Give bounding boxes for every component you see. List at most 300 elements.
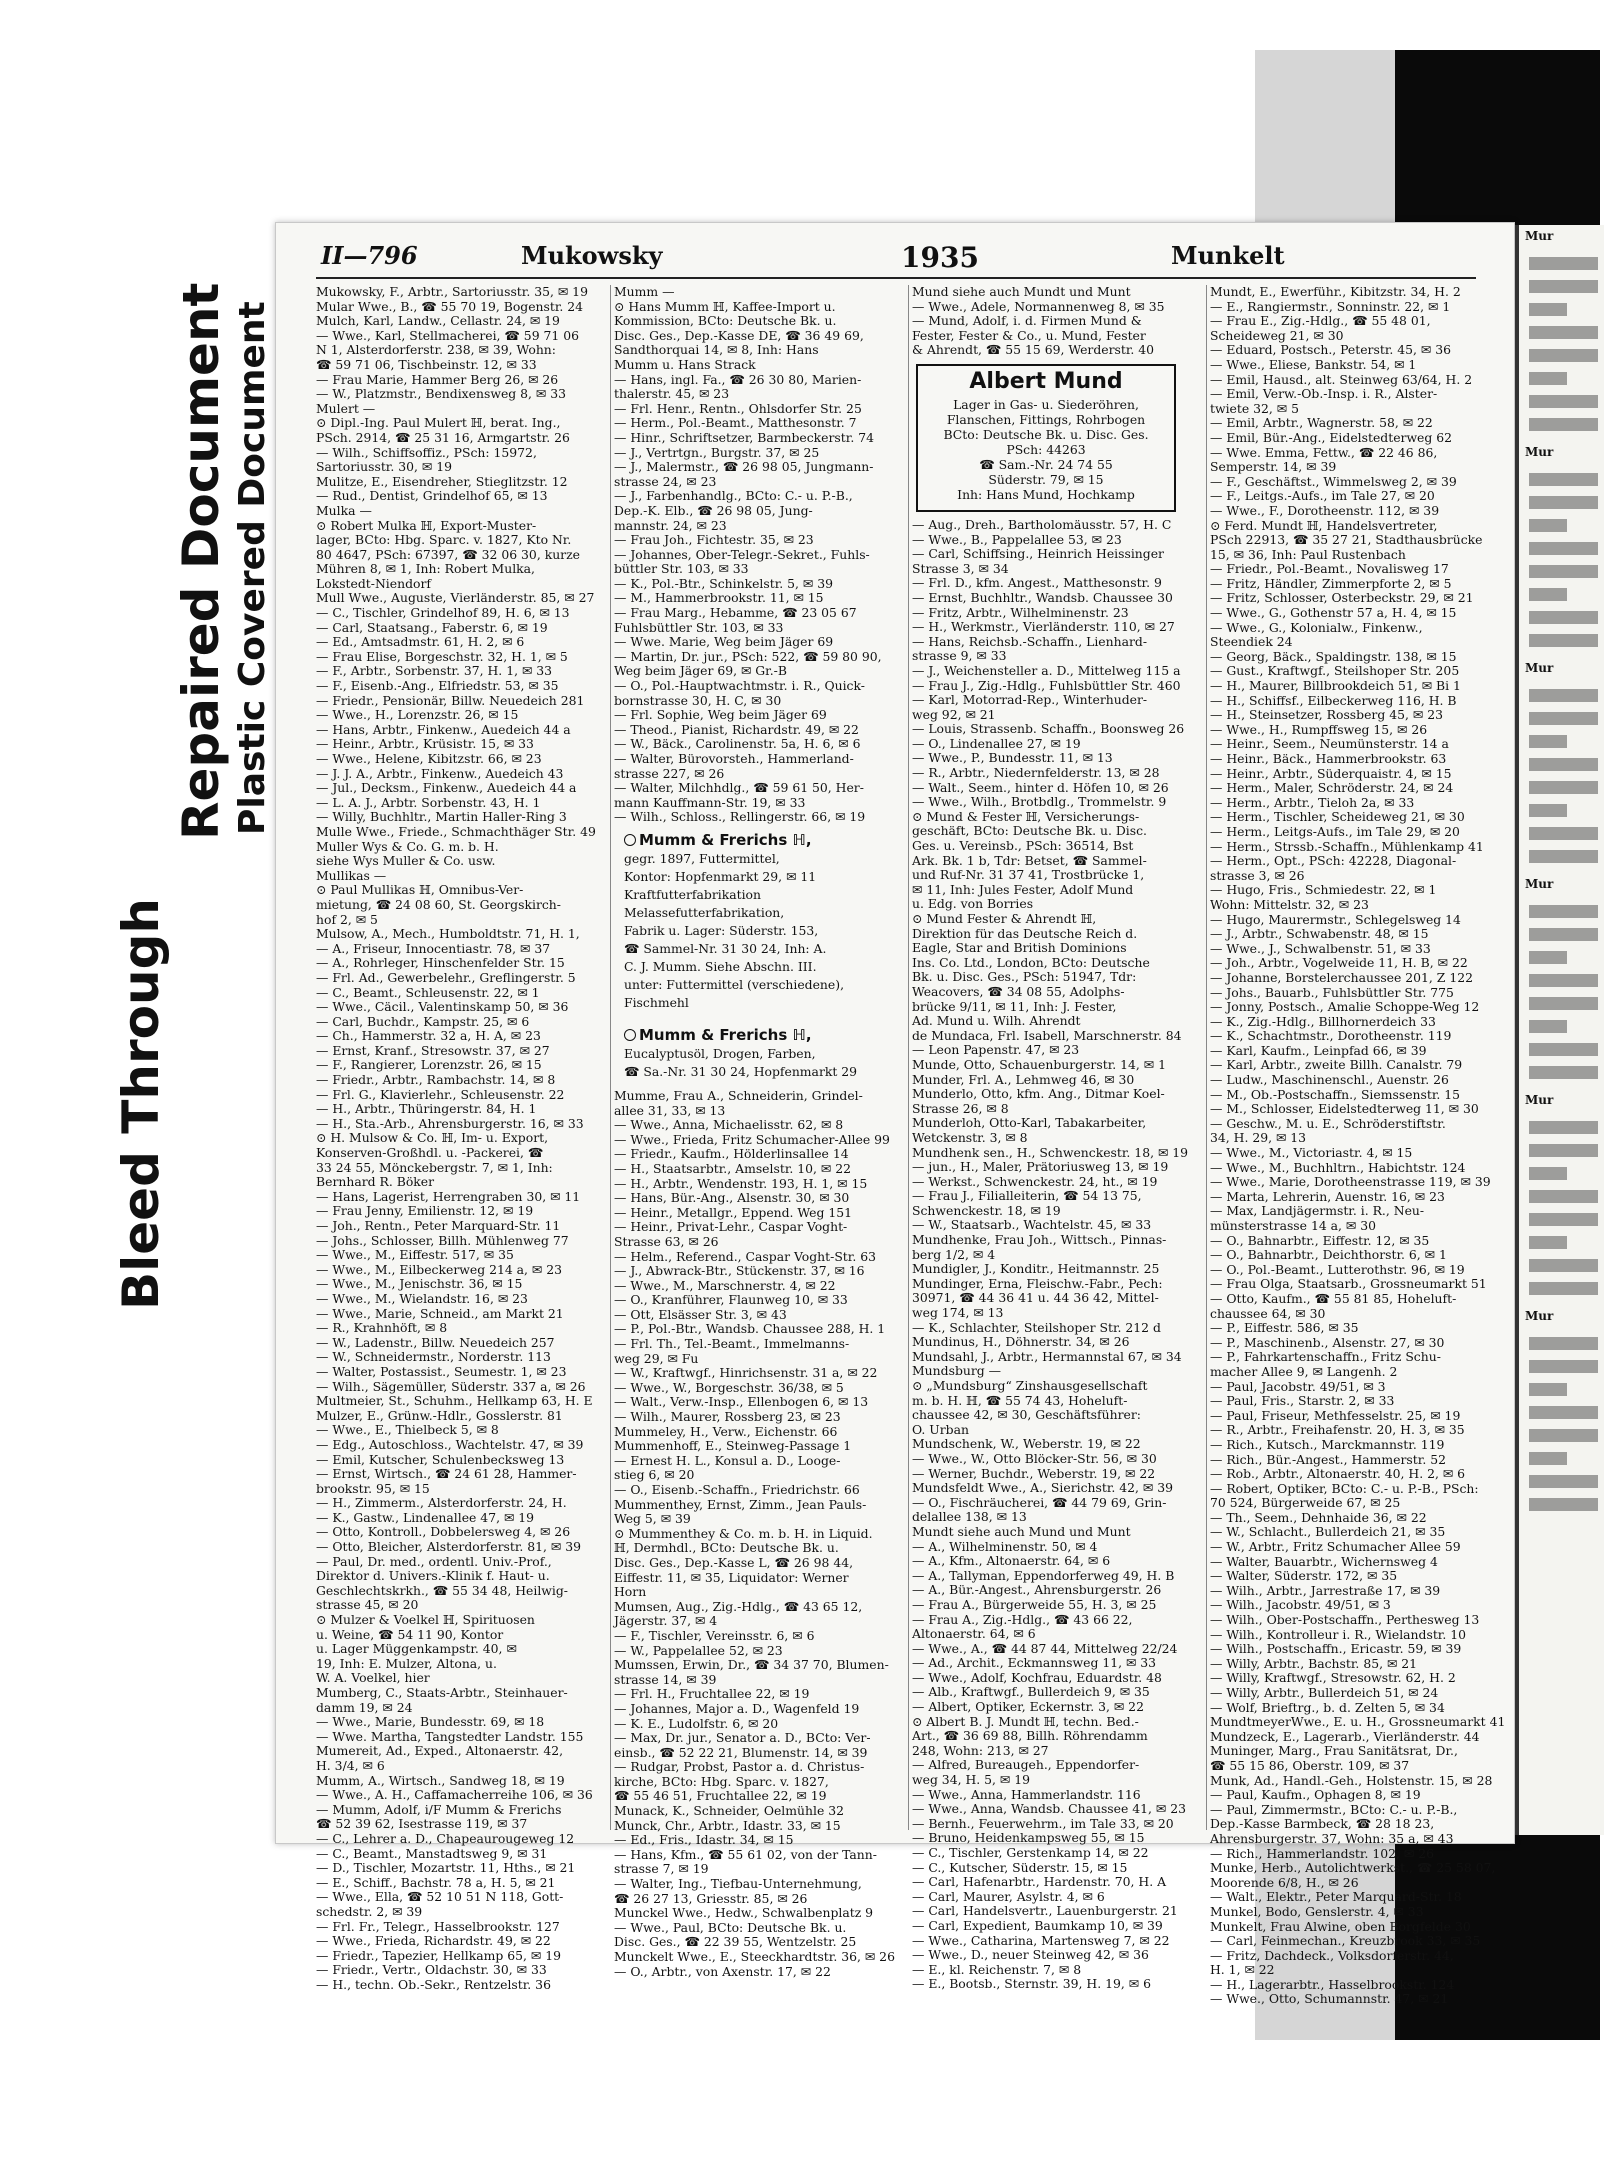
- directory-entry: — Carl, Staatsang., Faberstr. 6, ✉ 19: [316, 619, 548, 635]
- facing-page-word: Mur: [1525, 1309, 1554, 1323]
- directory-entry: Mundschenk, W., Weberstr. 19, ✉ 22: [912, 1436, 1141, 1452]
- directory-entry: — Wwe., Wilh., Brotbdlg., Trommelstr. 9: [912, 794, 1167, 810]
- directory-entry: — O., Pol.-Beamt., Lutterothstr. 96, ✉ 19: [1210, 1261, 1465, 1277]
- directory-entry: Mummeley, H., Verw., Eichenstr. 66: [614, 1423, 838, 1439]
- directory-entry: — Wwe., H., Lorenzstr. 26, ✉ 15: [316, 707, 519, 723]
- directory-entry: Munckel Wwe., Hedw., Schwalbenplatz 9: [614, 1905, 874, 1921]
- facing-page-line: [1529, 565, 1598, 578]
- facing-page-word: Mur: [1525, 1093, 1554, 1107]
- directory-entry: — Wwe., W., Otto Blöcker-Str. 56, ✉ 30: [912, 1450, 1157, 1466]
- directory-entry: Mulzer, E., Grünw.-Hdlr., Gosslerstr. 81: [316, 1407, 563, 1423]
- directory-entry: Mundzeck, E., Lagerarb., Vierländerstr. 44: [1210, 1728, 1480, 1744]
- column-3: [912, 284, 1189, 1992]
- directory-entry: — Hans, Reichsb.-Schaffn., Lienhard-: [912, 633, 1148, 649]
- directory-entry: — Wwe., D., neuer Steinweg 42, ✉ 36: [912, 1947, 1149, 1963]
- directory-entry: Steendiek 24: [1210, 634, 1293, 650]
- directory-entry: — Frl. Th., Tel.-Beamt., Immelmanns-: [614, 1336, 850, 1352]
- directory-entry: Jägerstr. 37, ✉ 4: [614, 1613, 718, 1629]
- directory-entry: — E., Schiff., Bachstr. 78 a, H. 5, ✉ 21: [316, 1874, 556, 1890]
- directory-entry: MundtmeyerWwe., E. u. H., Grossneumarkt 41: [1210, 1714, 1506, 1730]
- directory-entry: Mull Wwe., Auguste, Vierländerstr. 85, ✉ 27: [316, 590, 595, 606]
- facing-page-line: [1529, 1066, 1598, 1079]
- directory-entry: Lokstedt-Niendorf: [316, 575, 431, 591]
- column-2-top: [614, 285, 882, 825]
- directory-entry: — Marta, Lehrerin, Auenstr. 16, ✉ 23: [1210, 1188, 1445, 1204]
- directory-entry: — Hugo, Fris., Schmiedestr. 22, ✉ 1: [1210, 882, 1437, 898]
- directory-entry: — Wwe., Anna, Michaelisstr. 62, ✉ 8: [614, 1117, 844, 1133]
- directory-entry: Eiffestr. 11, ✉ 35, Liquidator: Werner: [614, 1569, 849, 1585]
- directory-entry: — Frau Elise, Borgeschstr. 32, H. 1, ✉ 5: [316, 648, 568, 664]
- directory-entry: Mulert —: [316, 400, 376, 416]
- facing-page-word: Mur: [1525, 877, 1554, 891]
- directory-entry: Mundt, E., Ewerführ., Kibitzstr. 34, H. 2: [1210, 284, 1461, 299]
- directory-entry: lager, BCto: Hbg. Sparc. v. 1827, Kto Nr.: [316, 532, 572, 548]
- directory-entry: thalerstr. 45, ✉ 23: [614, 386, 730, 402]
- directory-entry: allee 31, 33, ✉ 13: [614, 1102, 726, 1118]
- directory-entry: Mundt siehe auch Mund und Munt: [912, 1523, 1131, 1539]
- directory-entry: ⊙ Mulzer & Voelkel ℍ, Spirituosen: [316, 1612, 535, 1628]
- directory-entry: — Frau E., Zig.-Hdlg., ☎ 55 48 01,: [1210, 313, 1431, 329]
- directory-entry: — Paul, Jacobstr. 49/51, ✉ 3: [1210, 1378, 1386, 1394]
- directory-entry: Ark. Bk. 1 b, Tdr: Betset, ☎ Sammel-: [912, 852, 1147, 868]
- directory-entry: — Frl. Sophie, Weg beim Jäger 69: [614, 707, 827, 723]
- directory-entry: — Wwe., G., Kolonialw., Finkenw.,: [1210, 619, 1423, 635]
- facing-page-line: [1529, 689, 1598, 702]
- directory-entry: — Wilh., Ober-Postschaffn., Perthesweg 13: [1210, 1612, 1480, 1628]
- directory-entry: schedstr. 2, ✉ 39: [316, 1903, 423, 1919]
- directory-entry: — Wwe., Frieda, Richardstr. 49, ✉ 22: [316, 1933, 551, 1949]
- directory-entry: — Herm., Pol.-Beamt., Matthesonstr. 7: [614, 415, 857, 431]
- directory-entry: — Ed., Amtsadmstr. 61, H. 2, ✉ 6: [316, 634, 525, 650]
- directory-entry: — Wolf, Brieftrg., b. d. Zelten 5, ✉ 34: [1210, 1699, 1445, 1715]
- directory-entry: — Wwe., Ella, ☎ 52 10 51 N 118, Gott-: [316, 1889, 564, 1905]
- directory-entry: — Wwe., P., Bundesstr. 11, ✉ 13: [912, 750, 1113, 766]
- directory-entry: — P., Fahrkartenschaffn., Fritz Schu-: [1210, 1349, 1441, 1365]
- facing-page-line: [1529, 997, 1598, 1010]
- directory-entry: — Wwe., J., Schwalbenstr. 51, ✉ 33: [1210, 940, 1431, 956]
- directory-entry: Mumm, A., Wirtsch., Sandweg 18, ✉ 19: [316, 1772, 565, 1788]
- directory-entry: Mumsen, Aug., Zig.-Hdlg., ☎ 43 65 12,: [614, 1598, 863, 1614]
- directory-entry: Sandthorquai 14, ✉ 8, Inh: Hans: [614, 342, 819, 358]
- directory-entry: — Frau J., Filialleiterin, ☎ 54 13 75,: [912, 1188, 1142, 1204]
- directory-entry: — Wwe., G., Gothenstr 57 a, H. 4, ✉ 15: [1210, 605, 1457, 621]
- facing-page-line: [1529, 634, 1598, 647]
- directory-entry: — Theod., Pianist, Richardstr. 49, ✉ 22: [614, 721, 859, 737]
- directory-entry: — M., Hammerbrookstr. 11, ✉ 15: [614, 590, 824, 606]
- directory-entry: — Emil, Kutscher, Schulenbecksweg 13: [316, 1451, 565, 1467]
- directory-entry: — Hans, Bür.-Ang., Alsenstr. 30, ✉ 30: [614, 1190, 850, 1206]
- directory-entry: Mundinus, H., Döhnerstr. 34, ✉ 26: [912, 1334, 1130, 1350]
- directory-entry: — Walter, Milchhdlg., ☎ 59 61 50, Her-: [614, 780, 864, 796]
- directory-entry: — Emil, Arbtr., Wagnerstr. 58, ✉ 22: [1210, 415, 1433, 431]
- directory-entry: — W., Ladenstr., Billw. Neuedeich 257: [316, 1334, 555, 1350]
- directory-entry: Mundinger, Erna, Fleischw.-Fabr., Pech:: [912, 1275, 1163, 1291]
- directory-entry: ☎ 55 46 51, Fruchtallee 22, ✉ 19: [614, 1788, 827, 1804]
- ad-line: Kraftfutterfabrikation: [624, 886, 761, 902]
- directory-entry: — W., Kraftwgf., Hinrichsenstr. 31 a, ✉ 22: [614, 1365, 878, 1381]
- column-3-top: [912, 285, 1180, 358]
- facing-page-line: [1529, 758, 1598, 771]
- ad-line: PSch: 44263: [1006, 441, 1086, 457]
- directory-entry: — R., Arbtr., Niedernfelderstr. 13, ✉ 28: [912, 765, 1160, 781]
- directory-entry: ⊙ Mummenthey & Co. m. b. H. in Liquid.: [614, 1525, 873, 1541]
- directory-entry: — O., Arbtr., von Axenstr. 17, ✉ 22: [614, 1963, 831, 1979]
- directory-entry: — Ernest H. L., Konsul a. D., Looge-: [614, 1452, 841, 1468]
- directory-entry: — Johannes, Ober-Telegr.-Sekret., Fuhls-: [614, 546, 870, 562]
- directory-entry: mietung, ☎ 24 08 60, St. Georgskirch-: [316, 896, 561, 912]
- directory-entry: Weacovers, ☎ 34 08 55, Adolphs-: [912, 983, 1125, 999]
- directory-entry: — Max, Landjägermstr. i. R., Neu-: [1210, 1203, 1425, 1219]
- directory-entry: — Walter, Postassist., Seumestr. 1, ✉ 23: [316, 1363, 567, 1379]
- directory-entry: — H., Lagerarbtr., Hasselbrookstr. 124: [1210, 1976, 1455, 1992]
- facing-page-line: [1529, 326, 1598, 339]
- facing-page-line: [1529, 1282, 1598, 1295]
- directory-entry: strasse 7, ✉ 19: [614, 1861, 709, 1877]
- directory-entry: strasse 9, ✉ 33: [912, 648, 1007, 664]
- ad-line: Melassefutterfabrikation,: [624, 904, 785, 920]
- page-number: II—796: [321, 241, 418, 270]
- directory-entry: m. b. H. ℍ, ☎ 55 74 43, Hoheluft-: [912, 1392, 1128, 1408]
- directory-entry: — Paul, Kaufm., Ophagen 8, ✉ 19: [1210, 1787, 1421, 1803]
- directory-entry: — Wwe., W., Borgeschstr. 36/38, ✉ 5: [614, 1379, 844, 1395]
- directory-entry: ⊙ Paul Mullikas ℍ, Omnibus-Ver-: [316, 882, 524, 898]
- directory-entry: — Wwe., Marie, Dorotheenstrasse 119, ✉ 39: [1210, 1174, 1491, 1190]
- directory-entry: — Herm., Opt., PSch: 42228, Diagonal-: [1210, 853, 1457, 869]
- directory-entry: Mühren 8, ✉ 1, Inh: Robert Mulka,: [316, 561, 535, 577]
- facing-page-line: [1529, 1360, 1598, 1373]
- facing-page-line: [1529, 1043, 1598, 1056]
- column-2-bottom: [614, 1087, 895, 1979]
- directory-entry: — Martin, Dr. jur., PSch: 522, ☎ 59 80 90,: [614, 648, 882, 664]
- facing-page-word: Mur: [1525, 229, 1554, 243]
- directory-entry: Altonaerstr. 64, ✉ 6: [912, 1626, 1036, 1642]
- directory-entry: 80 4647, PSch: 67397, ☎ 32 06 30, kurze: [316, 546, 580, 562]
- directory-entry: — Wwe., A., ☎ 44 87 44, Mittelweg 22/24: [912, 1640, 1178, 1656]
- directory-entry: Konserven-Großhdl. u. -Packerei, ☎: [316, 1145, 544, 1161]
- directory-entry: — W., Platzmstr., Bendixensweg 8, ✉ 33: [316, 386, 567, 402]
- directory-entry: — W., Schneidermstr., Norderstr. 113: [316, 1349, 551, 1365]
- column-divider: [908, 285, 909, 1830]
- directory-entry: Munderlo, Otto, kfm. Ang., Ditmar Koel-: [912, 1086, 1165, 1102]
- facing-page-line: [1529, 850, 1598, 863]
- directory-entry: — Friedr., Vertr., Oldachstr. 30, ✉ 33: [316, 1962, 547, 1978]
- directory-entry: — Walter, Bauarbtr., Wichernsweg 4: [1210, 1553, 1438, 1569]
- directory-entry: — Wilh., Postschaffn., Ericastr. 59, ✉ 39: [1210, 1641, 1462, 1657]
- directory-entry: Eagle, Star and British Dominions: [912, 940, 1127, 956]
- facing-page-line: [1529, 418, 1598, 431]
- directory-entry: — Hans, Kfm., ☎ 55 61 02, von der Tann-: [614, 1846, 877, 1862]
- facing-page-line: [1529, 1167, 1567, 1180]
- directory-entry: u. Edg. von Borries: [912, 896, 1034, 912]
- directory-entry: — E., kl. Reichenstr. 7, ✉ 8: [912, 1961, 1082, 1977]
- facing-page-line: [1529, 519, 1567, 532]
- directory-entry: — Wwe., M., Eiffestr. 517, ✉ 35: [316, 1247, 514, 1263]
- directory-entry: — Emil, Verw.-Ob.-Insp. i. R., Alster-: [1210, 386, 1438, 402]
- directory-entry: damm 19, ✉ 24: [316, 1699, 413, 1715]
- directory-entry: — Wwe., E., Thielbeck 5, ✉ 8: [316, 1422, 499, 1438]
- directory-entry: Moorende 6/8, H., ✉ 26: [1210, 1874, 1359, 1890]
- directory-entry: Mummenthey, Ernst, Zimm., Jean Pauls-: [614, 1496, 867, 1512]
- directory-entry: — Friedr., Tapezier, Hellkamp 65, ✉ 19: [316, 1947, 561, 1963]
- directory-entry: geschäft, BCto: Deutsche Bk. u. Disc.: [912, 823, 1147, 839]
- directory-entry: — Wwe., Frieda, Fritz Schumacher-Allee 99: [614, 1131, 890, 1147]
- directory-entry: Mundhenk sen., H., Schwenckestr. 18, ✉ 19: [912, 1144, 1189, 1160]
- directory-entry: — J. J. A., Arbtr., Finkenw., Auedeich 43: [316, 765, 564, 781]
- directory-entry: Munde, Otto, Schauenburgerstr. 14, ✉ 1: [912, 1056, 1166, 1072]
- directory-entry: PSch. 2914, ☎ 25 31 16, Armgartstr. 26: [316, 429, 570, 445]
- directory-entry: — Rich., Kutsch., Marckmannstr. 119: [1210, 1436, 1445, 1452]
- facing-page-line: [1529, 1236, 1567, 1249]
- ad-line: ☎ Sa.-Nr. 31 30 24, Hopfenmarkt 29: [624, 1063, 858, 1079]
- directory-entry: — H., Werkmstr., Vierländerstr. 110, ✉ 27: [912, 619, 1175, 635]
- directory-entry: — C., Tischler, Grindelhof 89, H. 6, ✉ 13: [316, 605, 570, 621]
- directory-entry: — Gust., Kraftwgf., Steilshoper Str. 205: [1210, 663, 1460, 679]
- directory-entry: berg 1/2, ✉ 4: [912, 1246, 996, 1262]
- directory-entry: — R., Krahnhöft, ✉ 8: [316, 1320, 448, 1336]
- directory-entry: — D., Tischler, Mozartstr. 11, Hths., ✉ 21: [316, 1860, 576, 1876]
- directory-entry: — Willy, Arbtr., Bachstr. 85, ✉ 21: [1210, 1655, 1418, 1671]
- directory-entry: — Bruno, Heidenkampsweg 55, ✉ 15: [912, 1830, 1145, 1846]
- directory-entry: — Wwe., Otto, Schumannstr. 47, ✉ 21: [1210, 1991, 1449, 2007]
- directory-entry: weg 29, ✉ Fu: [614, 1350, 699, 1366]
- directory-entry: W. A. Voelkel, hier: [316, 1670, 430, 1686]
- directory-entry: — Hugo, Maurermstr., Schlegelsweg 14: [1210, 911, 1461, 927]
- column-divider: [1206, 285, 1207, 1830]
- directory-entry: Mulle Wwe., Friede., Schmachthäger Str. 49: [316, 823, 596, 839]
- directory-entry: — Wilh., Schloss., Rellingerstr. 66, ✉ 19: [614, 809, 866, 825]
- directory-entry: — F., Geschäftst., Wimmelsweg 2, ✉ 39: [1210, 473, 1457, 489]
- page-year: 1935: [901, 241, 979, 274]
- directory-entry: — Ad., Archit., Eckmannsweg 11, ✉ 33: [912, 1655, 1157, 1671]
- directory-entry: — Walt., Verw.-Insp., Ellenbogen 6, ✉ 13: [614, 1394, 869, 1410]
- directory-entry: strasse 3, ✉ 26: [1210, 867, 1305, 883]
- directory-entry: — Herm., Leitgs-Aufs., im Tale 29, ✉ 20: [1210, 823, 1460, 839]
- ad-line: gegr. 1897, Futtermittel,: [624, 850, 780, 866]
- circle-icon: [624, 834, 636, 846]
- directory-entry: & Ahrendt, ☎ 55 15 69, Werderstr. 40: [912, 342, 1155, 358]
- directory-entry: Schwenckestr. 18, ✉ 19: [912, 1202, 1061, 1218]
- directory-entry: — Hans, Lagerist, Herrengraben 30, ✉ 11: [316, 1188, 581, 1204]
- directory-entry: — Wilh., Arbtr., Jarrestraße 17, ✉ 39: [1210, 1582, 1441, 1598]
- directory-entry: — Walter, Ing., Tiefbau-Unternehmung,: [614, 1876, 862, 1892]
- directory-entry: — A., Bür.-Angest., Ahrensburgerstr. 26: [912, 1582, 1162, 1598]
- directory-entry: — Frau A., Zig.-Hdlg., ☎ 43 66 22,: [912, 1611, 1133, 1627]
- directory-entry: — C., Beamt., Schleusenstr. 22, ✉ 1: [316, 984, 540, 1000]
- ad-lines: [624, 850, 878, 1012]
- directory-entry: — W., Bäck., Carolinenstr. 5a, H. 6, ✉ 6: [614, 736, 861, 752]
- directory-entry: — Wwe., Marie, Schneid., am Markt 21: [316, 1305, 564, 1321]
- directory-entry: N 1, Alsterdorferstr. 238, ✉ 39, Wohn:: [316, 342, 556, 358]
- directory-entry: — Wwe., M., Jenischstr. 36, ✉ 15: [316, 1276, 523, 1292]
- ad-line: Inh: Hans Mund, Hochkamp: [957, 486, 1135, 502]
- directory-entry: und Ruf-Nr. 31 37 41, Trostbrücke 1,: [912, 867, 1145, 883]
- directory-entry: — O., Kranführer, Flaunweg 10, ✉ 33: [614, 1292, 848, 1308]
- facing-page-line: [1529, 1406, 1598, 1419]
- directory-entry: — F., Rangierer, Lorenzstr. 26, ✉ 15: [316, 1057, 542, 1073]
- directory-entry: Munke, Herb., Autolichtwerkst., ☎ 25 58 07,: [1210, 1860, 1496, 1876]
- directory-entry: — J., Arbtr., Schwabenstr. 48, ✉ 15: [1210, 926, 1429, 942]
- directory-entry: — C., Tischler, Gerstenkamp 14, ✉ 22: [912, 1845, 1149, 1860]
- directory-entry: — Aug., Dreh., Bartholomäusstr. 57, H. C: [912, 516, 1172, 532]
- facing-page-line: [1529, 496, 1598, 509]
- directory-entry: münsterstrasse 14 a, ✉ 30: [1210, 1218, 1376, 1233]
- directory-entry: macher Allee 9, ✉ Langenh. 2: [1210, 1363, 1398, 1379]
- directory-entry: — Karl, Kaufm., Leinpfad 66, ✉ 39: [1210, 1042, 1427, 1058]
- directory-entry: Mukowsky, F., Arbtr., Sartoriusstr. 35, ✉ 19: [316, 284, 588, 299]
- directory-entry: — Carl, Expedient, Baumkamp 10, ✉ 39: [912, 1917, 1163, 1933]
- ad-mumm-frerichs-1: [614, 825, 882, 1020]
- ad-name: Mumm & Frerichs ℍ,: [639, 1025, 812, 1044]
- directory-entry: Mullikas —: [316, 867, 387, 883]
- directory-entry: — Ch., Hammerstr. 32 a, H. A, ✉ 23: [316, 1028, 541, 1044]
- ad-line: Süderstr. 79, ✉ 15: [988, 471, 1104, 487]
- directory-entry: — Hinr., Schriftsetzer, Barmbeckerstr. 74: [614, 429, 874, 445]
- directory-entry: — K., Schlachter, Steilshoper Str. 212 d: [912, 1319, 1161, 1335]
- directory-entry: — Carl, Handelsvertr., Lauenburgerstr. 21: [912, 1903, 1178, 1919]
- directory-entry: Disc. Ges., ☎ 22 39 55, Wentzelstr. 25: [614, 1934, 857, 1950]
- facing-page-line: [1529, 1020, 1567, 1033]
- directory-entry: — Frl. D., kfm. Angest., Matthesonstr. 9: [912, 575, 1162, 591]
- directory-entry: — Fritz, Händler, Zimmerpforte 2, ✉ 5: [1210, 575, 1452, 591]
- page-last-name: Munkelt: [1171, 241, 1285, 270]
- directory-entry: Direktion für das Deutsche Reich d.: [912, 925, 1138, 941]
- ad-name: Mumm & Frerichs ℍ,: [639, 830, 812, 849]
- directory-entry: — Wwe., M., Victoriastr. 4, ✉ 15: [1210, 1145, 1413, 1161]
- directory-entry: — Wilh., Maurer, Rossberg 23, ✉ 23: [614, 1409, 841, 1425]
- directory-entry: stieg 6, ✉ 20: [614, 1467, 695, 1483]
- directory-entry: — Walter, Bürovorsteh., Hammerland-: [614, 751, 854, 766]
- directory-entry: — Walt., Elektr., Peter Marquard-Str. 18: [1210, 1889, 1462, 1905]
- directory-entry: ☎ 55 15 86, Oberstr. 109, ✉ 37: [1210, 1757, 1410, 1773]
- directory-entry: — K., Gastw., Lindenallee 47, ✉ 19: [316, 1509, 535, 1525]
- directory-entry: — Ott, Elsässer Str. 3, ✉ 43: [614, 1306, 787, 1322]
- directory-entry: — Louis, Strassenb. Schaffn., Boonsweg 26: [912, 721, 1185, 737]
- directory-entry: Direktor d. Univers.-Klinik f. Haut- u.: [316, 1568, 550, 1584]
- directory-entry: Mulka —: [316, 502, 372, 518]
- directory-entry: H. 3/4, ✉ 6: [316, 1757, 385, 1773]
- directory-entry: — Fritz, Dachdeck., Volksdorferstr. 44,: [1210, 1947, 1454, 1963]
- directory-entry: Ges. u. Vereinsb., PSch: 36514, Bst: [912, 838, 1134, 854]
- directory-entry: — Ludw., Maschinenschl., Auenstr. 26: [1210, 1072, 1449, 1088]
- directory-entry: — W., Arbtr., Fritz Schumacher Allee 59: [1210, 1539, 1461, 1555]
- directory-entry: — Otto, Kontroll., Dobbelersweg 4, ✉ 26: [316, 1524, 571, 1540]
- facing-page-line: [1529, 473, 1598, 486]
- directory-entry: Ahrensburgerstr. 37, Wohn: 35 a, ✉ 43: [1210, 1830, 1454, 1846]
- directory-entry: Munkelt, Frau Alwine, oben Borgfelde 30: [1210, 1918, 1471, 1934]
- directory-entry: — Wwe., M., Eilbeckerweg 214 a, ✉ 23: [316, 1261, 563, 1277]
- directory-entry: — Walter, Süderstr. 172, ✉ 35: [1210, 1568, 1398, 1584]
- directory-entry: Muninger, Marg., Frau Sanitätsrat, Dr.,: [1210, 1743, 1458, 1759]
- directory-entry: delallee 138, ✉ 13: [912, 1509, 1027, 1525]
- directory-entry: PSch 22913, ☎ 35 27 21, Stadthausbrücke: [1210, 532, 1483, 548]
- column-2: [614, 284, 895, 1979]
- directory-entry: — H., techn. Ob.-Sekr., Rentzelstr. 36: [316, 1976, 551, 1992]
- directory-entry: einsb., ☎ 52 22 21, Blumenstr. 14, ✉ 39: [614, 1744, 868, 1760]
- facing-page-word: Mur: [1525, 445, 1554, 459]
- directory-entry: — A., Rohrleger, Hinschenfelder Str. 15: [316, 955, 565, 971]
- directory-entry: — H., Maurer, Billbrookdeich 51, ✉ Bi 1: [1210, 678, 1461, 694]
- directory-entry: Ad. Mund u. Wilh. Ahrendt: [912, 1013, 1081, 1029]
- directory-entry: O. Urban: [912, 1421, 969, 1437]
- directory-entry: Strasse 63, ✉ 26: [614, 1233, 719, 1249]
- facing-page-line: [1529, 1121, 1598, 1134]
- facing-page-line: [1529, 542, 1598, 555]
- directory-entry: — C., Lehrer a. D., Chapeaurougeweg 12: [316, 1830, 575, 1846]
- facing-page-line: [1529, 712, 1598, 725]
- directory-entry: — Wwe. Emma, Fettw., ☎ 22 46 86,: [1210, 444, 1438, 460]
- directory-entry: chaussee 64, ✉ 30: [1210, 1305, 1326, 1321]
- directory-entry: — Frau Marie, Hammer Berg 26, ✉ 26: [316, 371, 559, 387]
- page-header: [321, 241, 1471, 275]
- directory-entry: Wohn: Mittelstr. 32, ✉ 23: [1210, 896, 1369, 912]
- directory-entry: — Rudgar, Probst, Pastor a. d. Christus-: [614, 1759, 865, 1775]
- directory-entry: — Hans, ingl. Fa., ☎ 26 30 80, Marien-: [614, 371, 862, 387]
- directory-entry: — Herm., Maler, Schröderstr. 24, ✉ 24: [1210, 780, 1454, 796]
- directory-entry: ☎ 52 39 62, Isestrasse 119, ✉ 37: [316, 1816, 528, 1832]
- directory-entry: — Wwe., Paul, BCto: Deutsche Bk. u.: [614, 1919, 847, 1935]
- directory-entry: — Walt., Seem., hinter d. Höfen 10, ✉ 26: [912, 779, 1169, 795]
- directory-entry: — Frau Marg., Hebamme, ☎ 23 05 67: [614, 605, 857, 621]
- facing-page-line: [1529, 257, 1598, 270]
- directory-entry: — Geschw., M. u. E., Schröderstiftstr.: [1210, 1115, 1446, 1131]
- directory-entry: — Mumm, Adolf, i/F Mumm & Frerichs: [316, 1801, 562, 1817]
- directory-entry: — Carl, Buchdr., Kampstr. 25, ✉ 6: [316, 1013, 530, 1029]
- directory-entry: — Ernst, Kranf., Stresowstr. 37, ✉ 27: [316, 1042, 550, 1058]
- directory-entry: — Th., Seem., Dehnhaide 36, ✉ 22: [1210, 1509, 1427, 1525]
- directory-entry: Mulch, Karl, Landw., Cellastr. 24, ✉ 19: [316, 313, 560, 329]
- directory-entry: — Werkst., Schwenckestr. 24, ht., ✉ 19: [912, 1173, 1158, 1189]
- directory-entry: — Jul., Decksm., Finkenw., Auedeich 44 a: [316, 780, 577, 796]
- directory-entry: — J., Abwrack-Btr., Stückenstr. 37, ✉ 16: [614, 1263, 865, 1279]
- ad-line: Kontor: Hopfenmarkt 29, ✉ 11: [624, 868, 817, 884]
- column-divider: [610, 285, 611, 1830]
- directory-entry: mann Kauffmann-Str. 19, ✉ 33: [614, 794, 806, 810]
- directory-entry: — Frl. Henr., Rentn., Ohlsdorfer Str. 25: [614, 400, 862, 416]
- directory-entry: — Carl, Schiffsing., Heinrich Heissinger: [912, 546, 1164, 562]
- directory-entry: — E., Bootsb., Sternstr. 39, H. 19, ✉ 6: [912, 1976, 1151, 1992]
- directory-entry: — Herm., Strssb.-Schaffn., Mühlenkamp 41: [1210, 838, 1484, 854]
- directory-entry: — C., Kutscher, Süderstr. 15, ✉ 15: [912, 1859, 1128, 1875]
- facing-page-line: [1529, 1452, 1567, 1465]
- directory-entry: u. Lager Müggenkampstr. 40, ✉: [316, 1641, 517, 1657]
- directory-entry: 19, Inh: E. Mulzer, Altona, u.: [316, 1655, 497, 1671]
- directory-entry: — Jonny, Postsch., Amalie Schoppe-Weg 12: [1210, 999, 1480, 1015]
- directory-entry: ⊙ Ferd. Mundt ℍ, Handelsvertreter,: [1210, 517, 1438, 533]
- directory-entry: — F., Tischler, Vereinsstr. 6, ✉ 6: [614, 1627, 815, 1643]
- facing-page-line: [1529, 1190, 1598, 1203]
- directory-entry: ⊙ „Mundsburg“ Zinshausgesellschaft: [912, 1378, 1148, 1393]
- directory-entry: — K., Schachtmstr., Dorotheenstr. 119: [1210, 1028, 1452, 1044]
- column-3-bottom: [912, 516, 1189, 1992]
- directory-entry: Munderloh, Otto-Karl, Tabakarbeiter,: [912, 1115, 1147, 1131]
- ad-lines: [624, 1045, 878, 1081]
- directory-entry: — Joh., Rentn., Peter Marquard-Str. 11: [316, 1218, 561, 1233]
- header-rule: [316, 277, 1476, 279]
- directory-entry: Munck, Chr., Arbtr., Idastr. 33, ✉ 15: [614, 1817, 841, 1833]
- directory-entry: ☎ 26 27 13, Griesstr. 85, ✉ 26: [614, 1890, 808, 1906]
- directory-entry: — Heinr., Arbtr., Krüsistr. 15, ✉ 33: [316, 736, 534, 752]
- directory-entry: Mundigler, J., Konditr., Heitmannstr. 25: [912, 1261, 1160, 1277]
- directory-entry: — A., Friseur, Innocentiastr. 78, ✉ 37: [316, 940, 551, 956]
- page-first-name: Mukowsky: [521, 241, 663, 270]
- directory-entry: Munkel, Bodo, Genslerstr. 4, ✉ 33: [1210, 1903, 1424, 1919]
- directory-entry: — Albert, Optiker, Eckernstr. 3, ✉ 22: [912, 1699, 1144, 1715]
- facing-page-edge: [1515, 225, 1604, 1835]
- directory-entry: — F., Eisenb.-Ang., Elfriedstr. 53, ✉ 35: [316, 678, 559, 694]
- directory-entry: bornstrasse 30, H. C, ✉ 30: [614, 692, 782, 708]
- directory-entry: — Wwe., Anna, Wandsb. Chaussee 41, ✉ 23: [912, 1801, 1186, 1817]
- directory-entry: Munack, K., Schneider, Oelmühle 32: [614, 1803, 844, 1819]
